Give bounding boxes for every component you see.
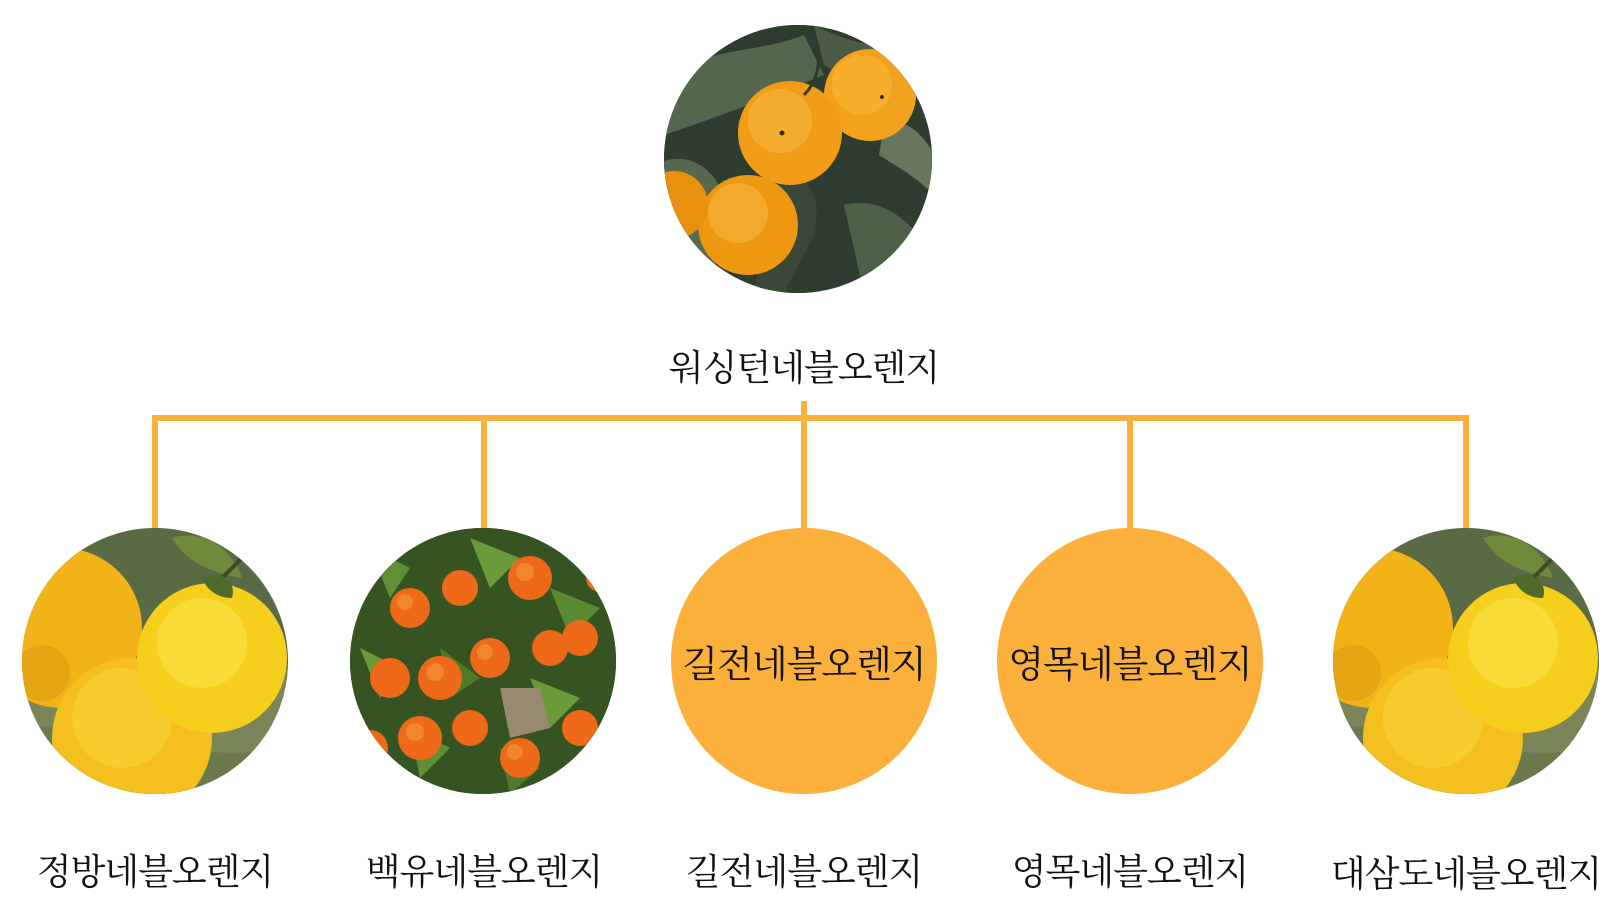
child-3-label: 길전네블오렌지: [685, 852, 923, 893]
child-5-label: 대삼도네블오렌지: [1330, 854, 1602, 895]
child-3-circle-text: 길전네블오렌지: [682, 643, 926, 686]
root-label: 워싱턴네블오렌지: [668, 348, 940, 389]
child-2-label: 백유네블오렌지: [365, 852, 603, 893]
child-4-label: 영목네블오렌지: [1011, 852, 1249, 893]
child-1-image: [22, 528, 288, 794]
child-4-circle: [997, 528, 1263, 794]
child-3-circle: [671, 528, 937, 794]
child-2-image: [350, 528, 616, 794]
child-4-circle-text: 영목네블오렌지: [1008, 643, 1252, 686]
child-1-label: 정방네블오렌지: [36, 852, 274, 893]
root-orange-tree-image: [664, 25, 932, 293]
child-5-image: [1333, 528, 1599, 794]
